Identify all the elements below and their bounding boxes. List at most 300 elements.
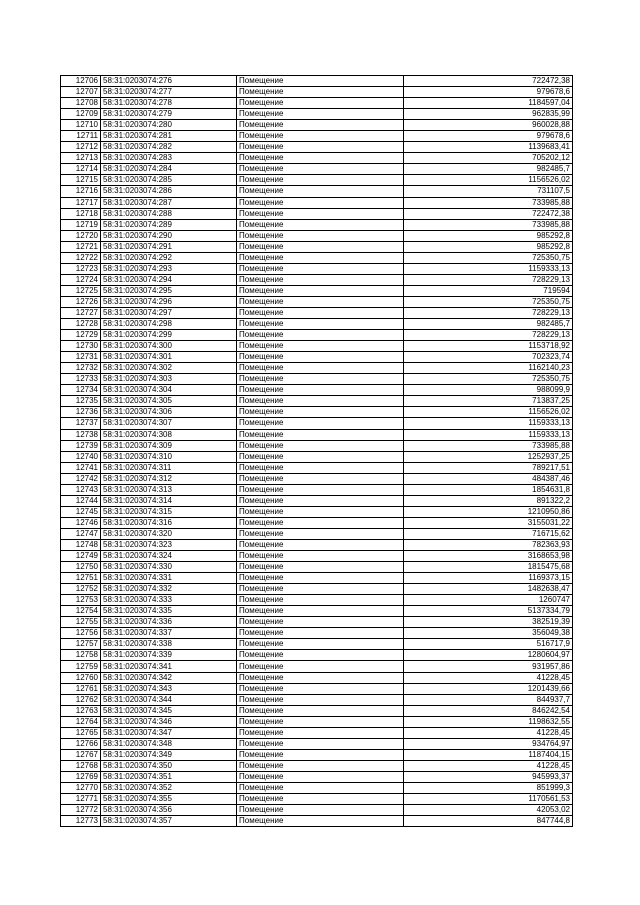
- cadastral-value-cell: 891322,2: [404, 495, 573, 506]
- table-row: [61, 528, 573, 539]
- row-number-cell: 12717: [61, 197, 101, 208]
- object-type-cell: Помещение: [237, 727, 404, 738]
- row-number-cell: 12755: [61, 617, 101, 628]
- cadastral-number-cell: 58:31:0203074:330: [101, 562, 237, 573]
- cadastral-value-cell: 725350,75: [404, 252, 573, 263]
- table-row: [61, 440, 573, 451]
- table-row: [61, 296, 573, 307]
- cadastral-value-cell: 1170561,53: [404, 794, 573, 805]
- object-type-cell: Помещение: [237, 197, 404, 208]
- object-type-cell: Помещение: [237, 738, 404, 749]
- cadastral-value-cell: 1482638,47: [404, 584, 573, 595]
- row-number-cell: 12708: [61, 98, 101, 109]
- object-type-cell: Помещение: [237, 495, 404, 506]
- row-number-cell: 12720: [61, 230, 101, 241]
- table-row: [61, 628, 573, 639]
- row-number-cell: 12727: [61, 307, 101, 318]
- cadastral-number-cell: 58:31:0203074:323: [101, 539, 237, 550]
- object-type-cell: Помещение: [237, 153, 404, 164]
- table-row: [61, 606, 573, 617]
- object-type-cell: Помещение: [237, 661, 404, 672]
- row-number-cell: 12773: [61, 816, 101, 827]
- cadastral-value-cell: 728229,13: [404, 274, 573, 285]
- cadastral-number-cell: 58:31:0203074:277: [101, 87, 237, 98]
- row-number-cell: 12733: [61, 374, 101, 385]
- table-row: [61, 407, 573, 418]
- object-type-cell: Помещение: [237, 506, 404, 517]
- table-row: [61, 164, 573, 175]
- table-row: [61, 330, 573, 341]
- cadastral-number-cell: 58:31:0203074:281: [101, 131, 237, 142]
- table-row: [61, 462, 573, 473]
- cadastral-value-cell: 705202,12: [404, 153, 573, 164]
- cadastral-number-cell: 58:31:0203074:305: [101, 396, 237, 407]
- table-row: [61, 374, 573, 385]
- table-row: [61, 749, 573, 760]
- table-row: [61, 816, 573, 827]
- object-type-cell: Помещение: [237, 484, 404, 495]
- cadastral-number-cell: 58:31:0203074:355: [101, 794, 237, 805]
- table-row: [61, 584, 573, 595]
- object-type-cell: Помещение: [237, 418, 404, 429]
- row-number-cell: 12758: [61, 650, 101, 661]
- row-number-cell: 12712: [61, 142, 101, 153]
- cadastral-value-cell: 702323,74: [404, 352, 573, 363]
- object-type-cell: Помещение: [237, 816, 404, 827]
- row-number-cell: 12770: [61, 783, 101, 794]
- object-type-cell: Помещение: [237, 683, 404, 694]
- cadastral-number-cell: 58:31:0203074:299: [101, 330, 237, 341]
- cadastral-value-cell: 985292,8: [404, 230, 573, 241]
- cadastral-value-cell: 1210950,86: [404, 506, 573, 517]
- table-row: [61, 175, 573, 186]
- cadastral-value-cell: 1156526,02: [404, 175, 573, 186]
- table-row: [61, 208, 573, 219]
- table-row: [61, 263, 573, 274]
- cadastral-number-cell: 58:31:0203074:346: [101, 716, 237, 727]
- object-type-cell: Помещение: [237, 805, 404, 816]
- table-row: [61, 517, 573, 528]
- cadastral-value-cell: 725350,75: [404, 296, 573, 307]
- table-row: [61, 727, 573, 738]
- table-row: [61, 98, 573, 109]
- row-number-cell: 12709: [61, 109, 101, 120]
- cadastral-number-cell: 58:31:0203074:283: [101, 153, 237, 164]
- cadastral-value-cell: 1139683,41: [404, 142, 573, 153]
- table-row: [61, 551, 573, 562]
- table-row: [61, 307, 573, 318]
- row-number-cell: 12748: [61, 539, 101, 550]
- row-number-cell: 12746: [61, 517, 101, 528]
- object-type-cell: Помещение: [237, 639, 404, 650]
- cadastral-number-cell: 58:31:0203074:342: [101, 672, 237, 683]
- cadastral-number-cell: 58:31:0203074:303: [101, 374, 237, 385]
- row-number-cell: 12744: [61, 495, 101, 506]
- object-type-cell: Помещение: [237, 241, 404, 252]
- row-number-cell: 12714: [61, 164, 101, 175]
- row-number-cell: 12731: [61, 352, 101, 363]
- registry-table: [60, 75, 573, 827]
- cadastral-value-cell: 1260747: [404, 595, 573, 606]
- row-number-cell: 12706: [61, 76, 101, 87]
- table-row: [61, 109, 573, 120]
- row-number-cell: 12764: [61, 716, 101, 727]
- object-type-cell: Помещение: [237, 617, 404, 628]
- row-number-cell: 12739: [61, 440, 101, 451]
- cadastral-number-cell: 58:31:0203074:336: [101, 617, 237, 628]
- object-type-cell: Помещение: [237, 528, 404, 539]
- cadastral-value-cell: 5137334,79: [404, 606, 573, 617]
- table-row: [61, 363, 573, 374]
- cadastral-number-cell: 58:31:0203074:280: [101, 120, 237, 131]
- object-type-cell: Помещение: [237, 341, 404, 352]
- object-type-cell: Помещение: [237, 374, 404, 385]
- cadastral-number-cell: 58:31:0203074:292: [101, 252, 237, 263]
- table-row: [61, 341, 573, 352]
- table-row: [61, 683, 573, 694]
- object-type-cell: Помещение: [237, 705, 404, 716]
- table-row: [61, 539, 573, 550]
- cadastral-value-cell: 41228,45: [404, 727, 573, 738]
- row-number-cell: 12771: [61, 794, 101, 805]
- cadastral-number-cell: 58:31:0203074:344: [101, 694, 237, 705]
- cadastral-number-cell: 58:31:0203074:284: [101, 164, 237, 175]
- cadastral-number-cell: 58:31:0203074:312: [101, 473, 237, 484]
- table-row: [61, 473, 573, 484]
- row-number-cell: 12747: [61, 528, 101, 539]
- cadastral-number-cell: 58:31:0203074:300: [101, 341, 237, 352]
- cadastral-number-cell: 58:31:0203074:311: [101, 462, 237, 473]
- table-row: [61, 197, 573, 208]
- cadastral-value-cell: 733985,88: [404, 219, 573, 230]
- object-type-cell: Помещение: [237, 352, 404, 363]
- row-number-cell: 12762: [61, 694, 101, 705]
- cadastral-value-cell: 42053,02: [404, 805, 573, 816]
- object-type-cell: Помещение: [237, 363, 404, 374]
- cadastral-number-cell: 58:31:0203074:294: [101, 274, 237, 285]
- object-type-cell: Помещение: [237, 296, 404, 307]
- row-number-cell: 12754: [61, 606, 101, 617]
- cadastral-number-cell: 58:31:0203074:307: [101, 418, 237, 429]
- table-row: [61, 562, 573, 573]
- object-type-cell: Помещение: [237, 451, 404, 462]
- cadastral-number-cell: 58:31:0203074:314: [101, 495, 237, 506]
- cadastral-value-cell: 931957,86: [404, 661, 573, 672]
- cadastral-number-cell: 58:31:0203074:357: [101, 816, 237, 827]
- object-type-cell: Помещение: [237, 319, 404, 330]
- object-type-cell: Помещение: [237, 76, 404, 87]
- table-row: [61, 716, 573, 727]
- row-number-cell: 12716: [61, 186, 101, 197]
- table-row: [61, 87, 573, 98]
- object-type-cell: Помещение: [237, 462, 404, 473]
- cadastral-number-cell: 58:31:0203074:345: [101, 705, 237, 716]
- table-row: [61, 352, 573, 363]
- table-row: [61, 794, 573, 805]
- cadastral-value-cell: 1159333,13: [404, 418, 573, 429]
- table-row: [61, 385, 573, 396]
- cadastral-value-cell: 982485,7: [404, 319, 573, 330]
- object-type-cell: Помещение: [237, 694, 404, 705]
- row-number-cell: 12767: [61, 749, 101, 760]
- table-row: [61, 805, 573, 816]
- cadastral-value-cell: 945993,37: [404, 771, 573, 782]
- object-type-cell: Помещение: [237, 551, 404, 562]
- table-row: [61, 241, 573, 252]
- table-row: [61, 285, 573, 296]
- object-type-cell: Помещение: [237, 186, 404, 197]
- cadastral-value-cell: 716715,62: [404, 528, 573, 539]
- row-number-cell: 12759: [61, 661, 101, 672]
- object-type-cell: Помещение: [237, 539, 404, 550]
- table-row: [61, 230, 573, 241]
- object-type-cell: Помещение: [237, 606, 404, 617]
- row-number-cell: 12718: [61, 208, 101, 219]
- row-number-cell: 12752: [61, 584, 101, 595]
- registry-table-body: [61, 76, 573, 827]
- cadastral-number-cell: 58:31:0203074:288: [101, 208, 237, 219]
- row-number-cell: 12707: [61, 87, 101, 98]
- cadastral-value-cell: 722472,38: [404, 208, 573, 219]
- table-row: [61, 573, 573, 584]
- object-type-cell: Помещение: [237, 749, 404, 760]
- cadastral-number-cell: 58:31:0203074:356: [101, 805, 237, 816]
- object-type-cell: Помещение: [237, 794, 404, 805]
- cadastral-value-cell: 1156526,02: [404, 407, 573, 418]
- cadastral-number-cell: 58:31:0203074:304: [101, 385, 237, 396]
- cadastral-number-cell: 58:31:0203074:286: [101, 186, 237, 197]
- cadastral-number-cell: 58:31:0203074:296: [101, 296, 237, 307]
- table-row: [61, 694, 573, 705]
- table-row: [61, 252, 573, 263]
- table-row: [61, 495, 573, 506]
- cadastral-value-cell: 1184597,04: [404, 98, 573, 109]
- table-row: [61, 429, 573, 440]
- object-type-cell: Помещение: [237, 307, 404, 318]
- row-number-cell: 12729: [61, 330, 101, 341]
- cadastral-number-cell: 58:31:0203074:306: [101, 407, 237, 418]
- object-type-cell: Помещение: [237, 142, 404, 153]
- row-number-cell: 12723: [61, 263, 101, 274]
- cadastral-number-cell: 58:31:0203074:290: [101, 230, 237, 241]
- cadastral-value-cell: 789217,51: [404, 462, 573, 473]
- cadastral-number-cell: 58:31:0203074:339: [101, 650, 237, 661]
- cadastral-number-cell: 58:31:0203074:276: [101, 76, 237, 87]
- cadastral-value-cell: 484387,46: [404, 473, 573, 484]
- cadastral-number-cell: 58:31:0203074:308: [101, 429, 237, 440]
- cadastral-number-cell: 58:31:0203074:335: [101, 606, 237, 617]
- cadastral-value-cell: 356049,38: [404, 628, 573, 639]
- cadastral-value-cell: 985292,8: [404, 241, 573, 252]
- object-type-cell: Помещение: [237, 473, 404, 484]
- object-type-cell: Помещение: [237, 672, 404, 683]
- object-type-cell: Помещение: [237, 595, 404, 606]
- row-number-cell: 12711: [61, 131, 101, 142]
- row-number-cell: 12766: [61, 738, 101, 749]
- cadastral-value-cell: 846242,54: [404, 705, 573, 716]
- row-number-cell: 12740: [61, 451, 101, 462]
- row-number-cell: 12713: [61, 153, 101, 164]
- row-number-cell: 12710: [61, 120, 101, 131]
- row-number-cell: 12724: [61, 274, 101, 285]
- row-number-cell: 12753: [61, 595, 101, 606]
- object-type-cell: Помещение: [237, 263, 404, 274]
- table-row: [61, 783, 573, 794]
- object-type-cell: Помещение: [237, 219, 404, 230]
- table-row: [61, 595, 573, 606]
- object-type-cell: Помещение: [237, 274, 404, 285]
- object-type-cell: Помещение: [237, 208, 404, 219]
- cadastral-number-cell: 58:31:0203074:278: [101, 98, 237, 109]
- object-type-cell: Помещение: [237, 131, 404, 142]
- cadastral-value-cell: 1854631,8: [404, 484, 573, 495]
- table-row: [61, 274, 573, 285]
- cadastral-value-cell: 962835,99: [404, 109, 573, 120]
- row-number-cell: 12738: [61, 429, 101, 440]
- cadastral-value-cell: 382519,39: [404, 617, 573, 628]
- cadastral-value-cell: 733985,88: [404, 440, 573, 451]
- cadastral-value-cell: 847744,8: [404, 816, 573, 827]
- object-type-cell: Помещение: [237, 175, 404, 186]
- row-number-cell: 12745: [61, 506, 101, 517]
- cadastral-value-cell: 725350,75: [404, 374, 573, 385]
- table-row: [61, 760, 573, 771]
- row-number-cell: 12741: [61, 462, 101, 473]
- table-row: [61, 705, 573, 716]
- table-row: [61, 771, 573, 782]
- cadastral-number-cell: 58:31:0203074:289: [101, 219, 237, 230]
- row-number-cell: 12743: [61, 484, 101, 495]
- object-type-cell: Помещение: [237, 385, 404, 396]
- table-row: [61, 186, 573, 197]
- table-row: [61, 506, 573, 517]
- object-type-cell: Помещение: [237, 120, 404, 131]
- cadastral-value-cell: 1280604,97: [404, 650, 573, 661]
- row-number-cell: 12757: [61, 639, 101, 650]
- row-number-cell: 12735: [61, 396, 101, 407]
- row-number-cell: 12761: [61, 683, 101, 694]
- cadastral-value-cell: 1162140,23: [404, 363, 573, 374]
- row-number-cell: 12750: [61, 562, 101, 573]
- row-number-cell: 12763: [61, 705, 101, 716]
- cadastral-number-cell: 58:31:0203074:324: [101, 551, 237, 562]
- cadastral-value-cell: 979678,6: [404, 131, 573, 142]
- cadastral-value-cell: 979678,6: [404, 87, 573, 98]
- table-row: [61, 396, 573, 407]
- cadastral-value-cell: 988099,9: [404, 385, 573, 396]
- row-number-cell: 12728: [61, 319, 101, 330]
- row-number-cell: 12721: [61, 241, 101, 252]
- object-type-cell: Помещение: [237, 650, 404, 661]
- row-number-cell: 12734: [61, 385, 101, 396]
- cadastral-number-cell: 58:31:0203074:279: [101, 109, 237, 120]
- cadastral-value-cell: 41228,45: [404, 760, 573, 771]
- cadastral-number-cell: 58:31:0203074:282: [101, 142, 237, 153]
- table-row: [61, 672, 573, 683]
- row-number-cell: 12715: [61, 175, 101, 186]
- row-number-cell: 12765: [61, 727, 101, 738]
- row-number-cell: 12719: [61, 219, 101, 230]
- cadastral-number-cell: 58:31:0203074:337: [101, 628, 237, 639]
- cadastral-value-cell: 1159333,13: [404, 263, 573, 274]
- cadastral-number-cell: 58:31:0203074:320: [101, 528, 237, 539]
- cadastral-value-cell: 3155031,22: [404, 517, 573, 528]
- object-type-cell: Помещение: [237, 164, 404, 175]
- cadastral-value-cell: 934764,97: [404, 738, 573, 749]
- cadastral-number-cell: 58:31:0203074:343: [101, 683, 237, 694]
- cadastral-value-cell: 1252937,25: [404, 451, 573, 462]
- cadastral-value-cell: 851999,3: [404, 783, 573, 794]
- object-type-cell: Помещение: [237, 783, 404, 794]
- cadastral-number-cell: 58:31:0203074:338: [101, 639, 237, 650]
- cadastral-number-cell: 58:31:0203074:349: [101, 749, 237, 760]
- row-number-cell: 12756: [61, 628, 101, 639]
- object-type-cell: Помещение: [237, 771, 404, 782]
- row-number-cell: 12730: [61, 341, 101, 352]
- table-row: [61, 617, 573, 628]
- cadastral-value-cell: 960028,88: [404, 120, 573, 131]
- cadastral-number-cell: 58:31:0203074:351: [101, 771, 237, 782]
- cadastral-number-cell: 58:31:0203074:309: [101, 440, 237, 451]
- table-row: [61, 142, 573, 153]
- row-number-cell: 12736: [61, 407, 101, 418]
- cadastral-value-cell: 728229,13: [404, 307, 573, 318]
- cadastral-number-cell: 58:31:0203074:331: [101, 573, 237, 584]
- row-number-cell: 12769: [61, 771, 101, 782]
- cadastral-number-cell: 58:31:0203074:348: [101, 738, 237, 749]
- row-number-cell: 12760: [61, 672, 101, 683]
- object-type-cell: Помещение: [237, 584, 404, 595]
- object-type-cell: Помещение: [237, 628, 404, 639]
- cadastral-number-cell: 58:31:0203074:310: [101, 451, 237, 462]
- cadastral-number-cell: 58:31:0203074:316: [101, 517, 237, 528]
- cadastral-value-cell: 1159333,13: [404, 429, 573, 440]
- table-row: [61, 319, 573, 330]
- cadastral-number-cell: 58:31:0203074:302: [101, 363, 237, 374]
- object-type-cell: Помещение: [237, 87, 404, 98]
- cadastral-number-cell: 58:31:0203074:313: [101, 484, 237, 495]
- table-row: [61, 661, 573, 672]
- cadastral-number-cell: 58:31:0203074:333: [101, 595, 237, 606]
- cadastral-value-cell: 728229,13: [404, 330, 573, 341]
- table-row: [61, 418, 573, 429]
- row-number-cell: 12772: [61, 805, 101, 816]
- cadastral-number-cell: 58:31:0203074:341: [101, 661, 237, 672]
- object-type-cell: Помещение: [237, 517, 404, 528]
- cadastral-value-cell: 1198632,55: [404, 716, 573, 727]
- table-row: [61, 219, 573, 230]
- cadastral-number-cell: 58:31:0203074:287: [101, 197, 237, 208]
- cadastral-value-cell: 1169373,15: [404, 573, 573, 584]
- cadastral-value-cell: 1153718,92: [404, 341, 573, 352]
- object-type-cell: Помещение: [237, 252, 404, 263]
- object-type-cell: Помещение: [237, 98, 404, 109]
- row-number-cell: 12742: [61, 473, 101, 484]
- row-number-cell: 12749: [61, 551, 101, 562]
- cadastral-value-cell: 844937,7: [404, 694, 573, 705]
- row-number-cell: 12768: [61, 760, 101, 771]
- cadastral-number-cell: 58:31:0203074:350: [101, 760, 237, 771]
- cadastral-number-cell: 58:31:0203074:295: [101, 285, 237, 296]
- table-row: [61, 639, 573, 650]
- object-type-cell: Помещение: [237, 396, 404, 407]
- cadastral-value-cell: 782363,93: [404, 539, 573, 550]
- cadastral-number-cell: 58:31:0203074:293: [101, 263, 237, 274]
- table-row: [61, 120, 573, 131]
- cadastral-value-cell: 722472,38: [404, 76, 573, 87]
- cadastral-number-cell: 58:31:0203074:298: [101, 319, 237, 330]
- cadastral-value-cell: 1815475,68: [404, 562, 573, 573]
